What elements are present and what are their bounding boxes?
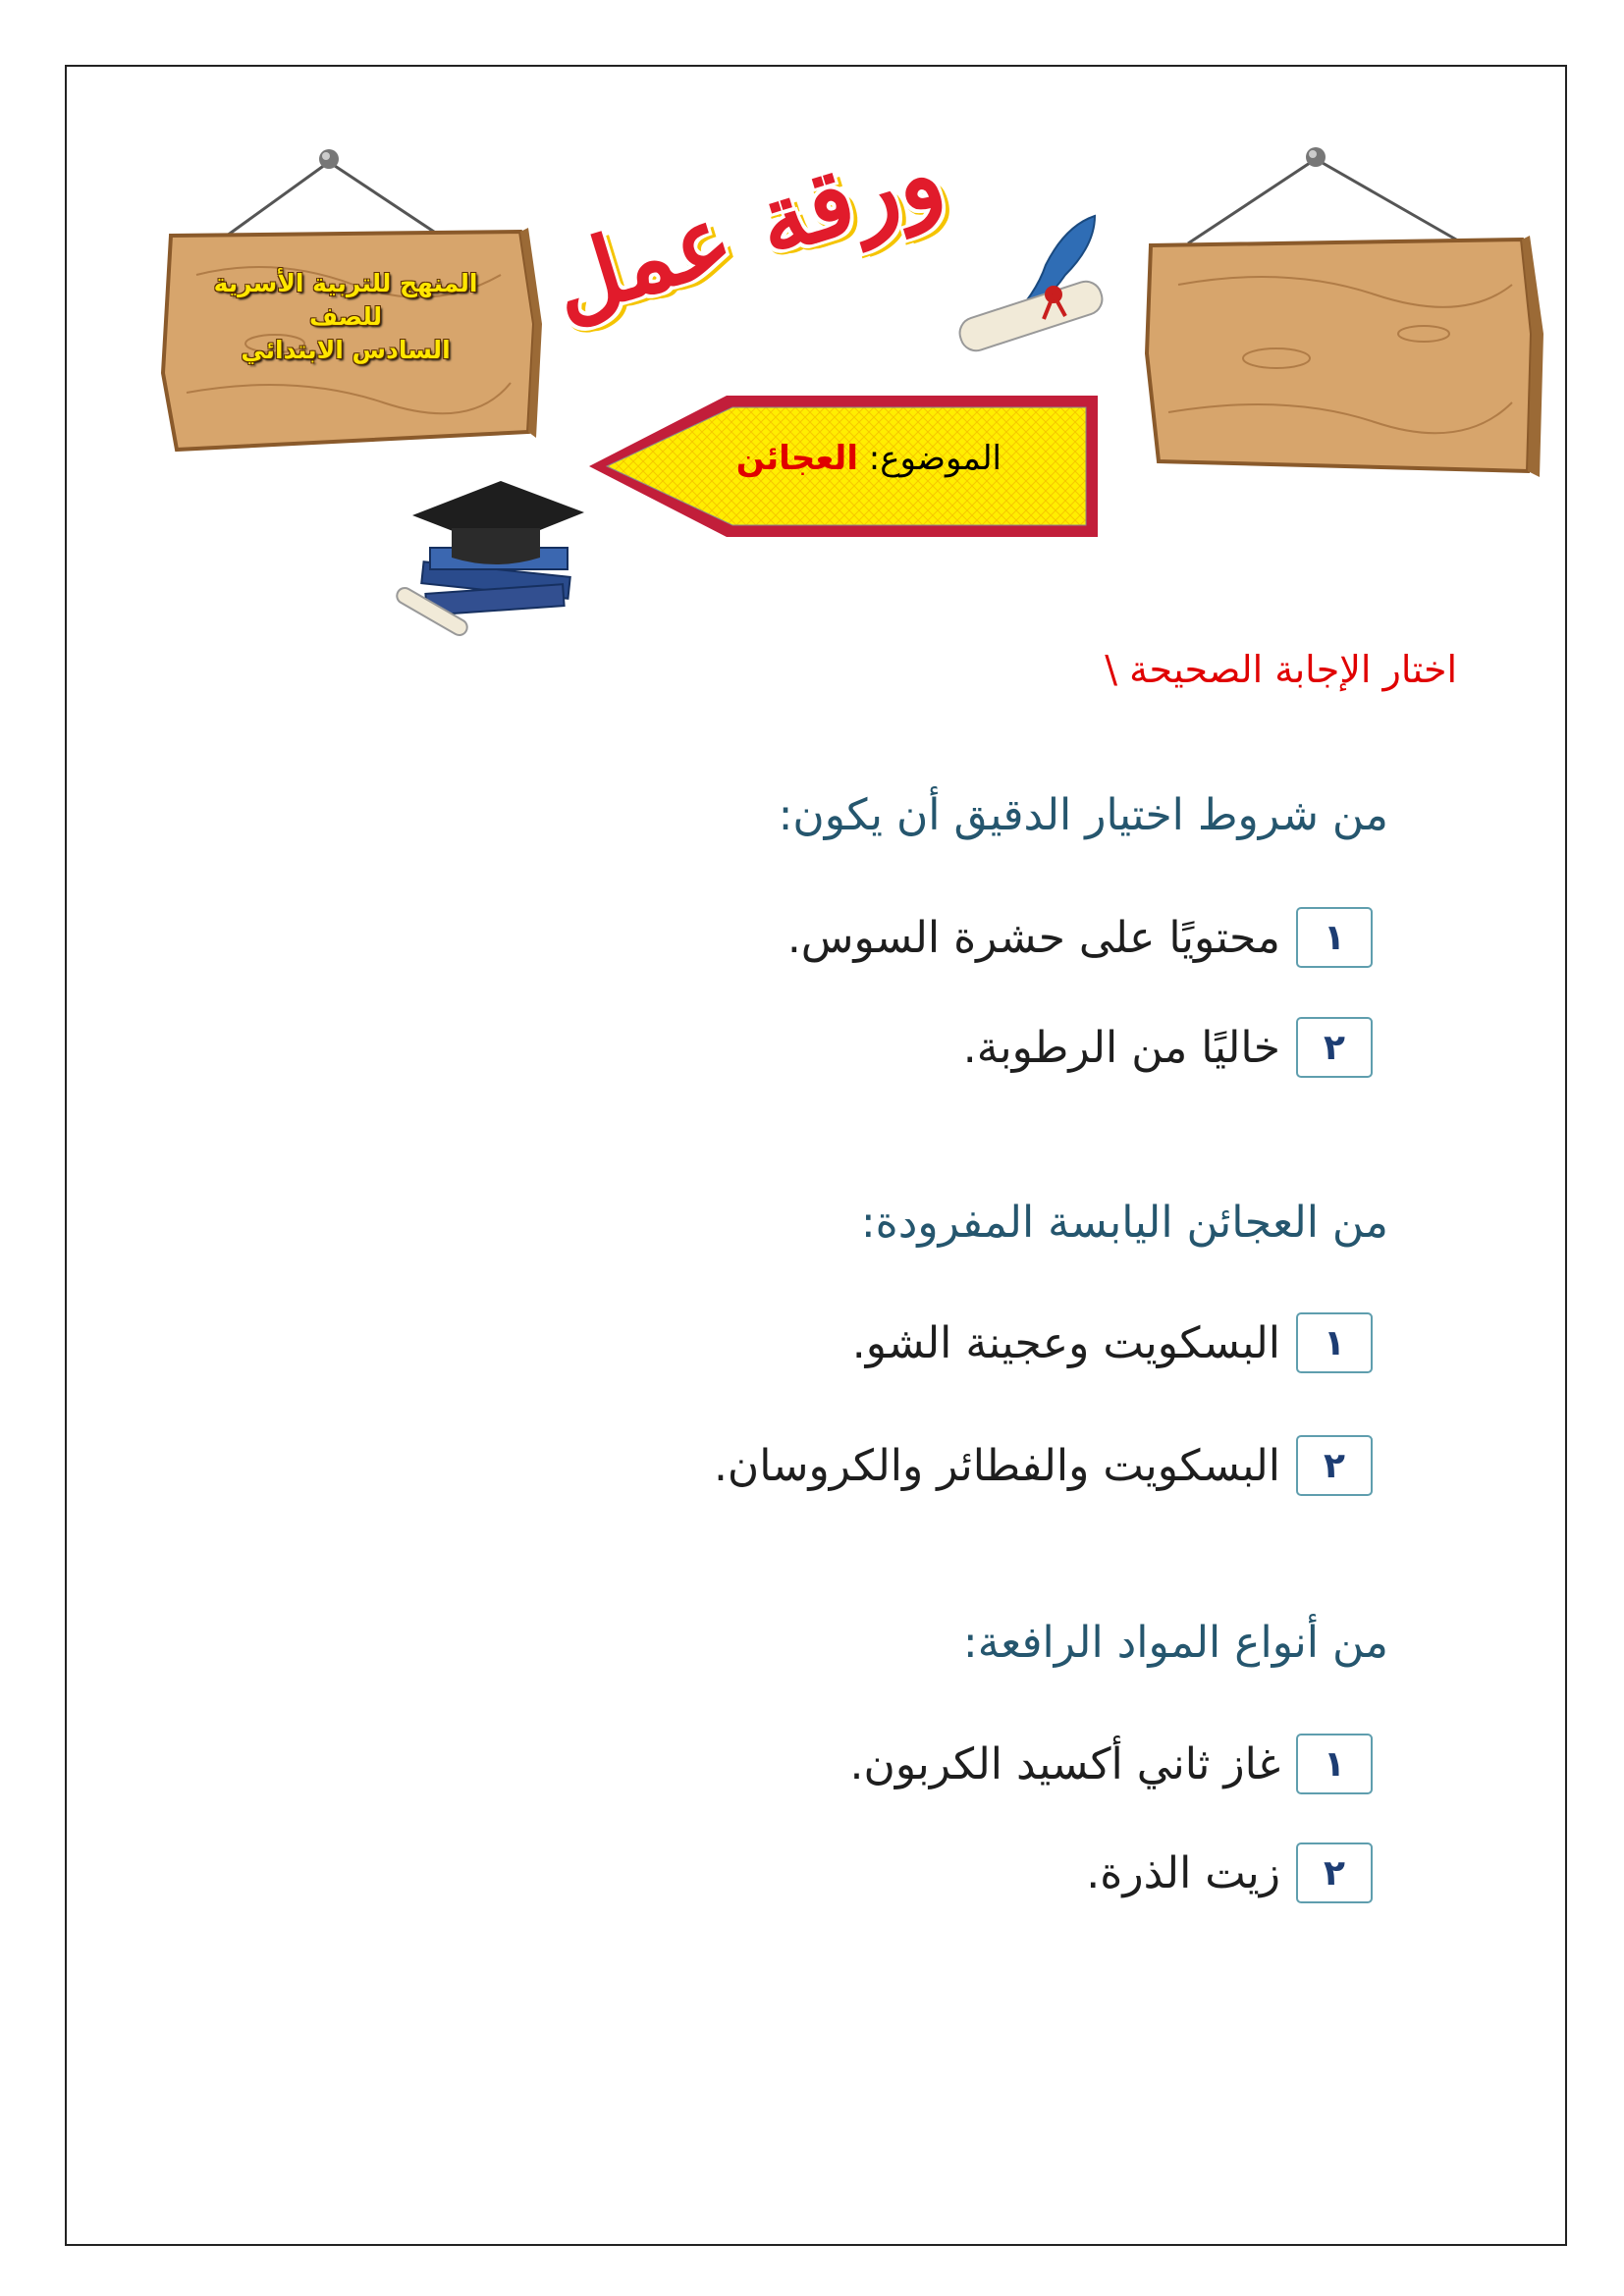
option-text: زيت الذرة. [1086,1847,1280,1898]
quill-scroll-icon [938,206,1144,353]
right-wooden-sign [1139,137,1551,491]
option-text: البسكويت وعجينة الشو. [851,1317,1280,1368]
question-3: من أنواع المواد الرافعة: [962,1618,1388,1668]
option-number-box: ١ [1296,1734,1373,1794]
question-1-option-1[interactable] [787,903,1373,972]
sign-text [169,267,522,367]
question-1: من شروط اختيار الدقيق أن يكون: [778,790,1388,840]
option-number-box: ٢ [1296,1017,1373,1078]
option-text: البسكويت والفطائر والكروسان. [713,1440,1280,1491]
subject-value: العجائن [735,439,858,478]
option-number-box: ١ [1296,907,1373,968]
option-text: محتويًا على حشرة السوس. [786,912,1280,963]
option-number-box: ٢ [1296,1435,1373,1496]
question-2-option-2[interactable] [714,1431,1373,1500]
option-text: غاز ثاني أكسيد الكربون. [849,1738,1280,1789]
graduation-cap-books-icon [383,471,599,648]
sign-line-3: السادس الابتدائي [241,336,451,364]
instruction-text: اختار الإجابة الصحيحة \ [1105,648,1457,691]
sign-line-2: للصف [309,302,382,331]
subject-label: الموضوع: [868,439,1001,478]
question-3-option-2[interactable] [1086,1839,1373,1907]
question-2-option-1[interactable] [852,1308,1373,1377]
subject-line [687,429,1001,488]
option-number-box: ٢ [1296,1842,1373,1903]
sign-line-1: المنهج للتربية الأسرية [213,269,478,297]
question-1-option-2[interactable] [963,1013,1373,1082]
question-3-option-1[interactable] [850,1730,1373,1798]
option-text: خاليًا من الرطوبة. [962,1022,1280,1073]
option-number-box: ١ [1296,1312,1373,1373]
worksheet-title: ورقة عمل [538,117,955,341]
question-2: من العجائن اليابسة المفرودة: [860,1198,1388,1248]
